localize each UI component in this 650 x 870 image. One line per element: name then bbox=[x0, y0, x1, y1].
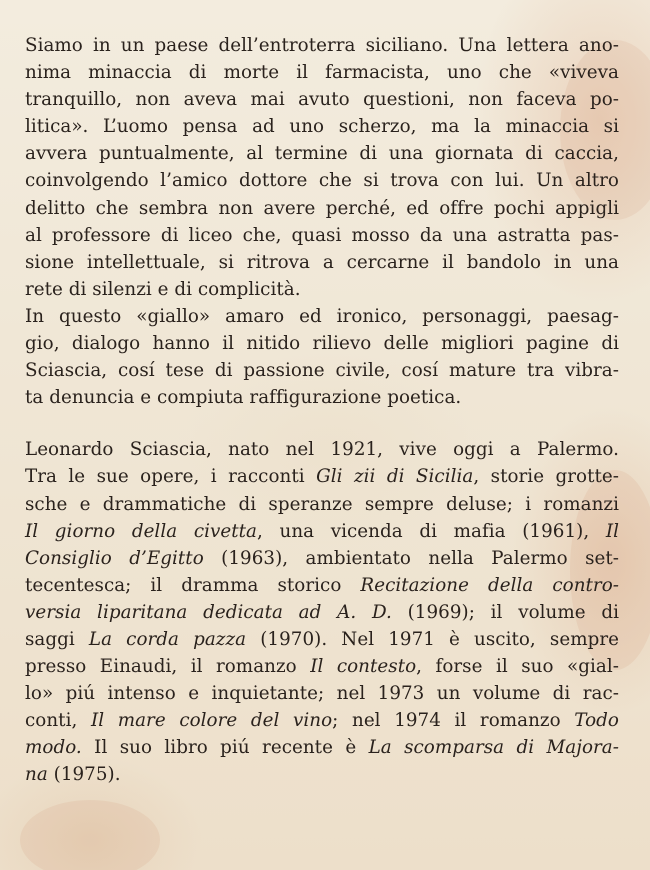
bio-line bbox=[25, 545, 619, 572]
bio-text: (1975). bbox=[47, 764, 121, 786]
text-line: gio, dialogo hanno il nitido rilievo delle migliori pagine di bbox=[25, 333, 619, 355]
bio-line bbox=[25, 436, 619, 463]
text-line: tranquillo, non aveva mai avuto questioni, non faceva po- bbox=[25, 89, 619, 111]
bio-text: , storie grotte- bbox=[473, 466, 619, 488]
book-title: Todo bbox=[574, 710, 619, 732]
book-title: modo. bbox=[25, 737, 82, 759]
book-title: Il contesto bbox=[310, 656, 417, 678]
bio-line bbox=[25, 518, 619, 545]
text-line: litica». L’uomo pensa ad uno scherzo, ma la minaccia si bbox=[25, 116, 619, 138]
text-line: sione intellettuale, si ritrova a cercarne il bandolo in una bbox=[25, 251, 619, 273]
text-line: coinvolgendo l’amico dottore che si trova con lui. Un altro bbox=[25, 170, 619, 192]
bio-text: , forse il suo «gial- bbox=[416, 656, 619, 678]
bio-text: (1969); il volume di bbox=[391, 601, 619, 623]
text-line: Sciascia, cosí tese di passione civile, cosí mature tra vibra- bbox=[25, 360, 619, 382]
text-line: avvera puntualmente, al termine di una giornata di caccia, bbox=[25, 143, 619, 165]
bio-text: sche e drammatiche di speranze sempre deluse; i romanzi bbox=[25, 493, 619, 515]
bio-text: ; nel 1974 il romanzo bbox=[332, 710, 575, 732]
bio-text: lo» piú intenso e inquietante; nel 1973 un volume di rac- bbox=[25, 683, 619, 705]
bio-text: tecentesca; il dramma storico bbox=[25, 574, 361, 596]
bio-line bbox=[25, 707, 619, 734]
bio-text: (1963), ambientato nella Palermo set- bbox=[203, 547, 620, 569]
bio-line bbox=[25, 599, 619, 626]
book-title: Il bbox=[605, 520, 619, 542]
bio-line bbox=[25, 572, 619, 599]
book-title: Il mare colore del vino bbox=[90, 710, 333, 732]
paragraph-gap bbox=[25, 411, 619, 436]
book-title: na bbox=[25, 764, 48, 786]
bio-text: presso Einaudi, il romanzo bbox=[25, 656, 311, 678]
book-title: La corda pazza bbox=[88, 628, 247, 650]
book-title: versia liparitana dedicata ad A. D. bbox=[25, 601, 392, 623]
text-line: ta denuncia e compiuta raffigurazione poetica. bbox=[25, 387, 462, 409]
text-line: nima minaccia di morte il farmacista, uno che «viveva bbox=[25, 62, 619, 84]
bio-text: conti, bbox=[25, 710, 91, 732]
bio-text: , una vicenda di mafia (1961), bbox=[257, 520, 606, 542]
bio-line bbox=[25, 463, 619, 490]
bio-line bbox=[25, 680, 619, 707]
bio-line bbox=[25, 491, 619, 518]
blurb-text bbox=[25, 32, 619, 789]
bio-text: Tra le sue opere, i racconti bbox=[25, 466, 317, 488]
bio-line bbox=[25, 626, 619, 653]
bio-text: Il suo libro piú recente è bbox=[81, 737, 369, 759]
text-line: rete di silenzi e di complicità. bbox=[25, 278, 301, 300]
text-line: delitto che sembra non avere perché, ed offre pochi appigli bbox=[25, 197, 619, 219]
paper-stain bbox=[20, 800, 160, 870]
text-line: In questo «giallo» amaro ed ironico, personaggi, paesag- bbox=[25, 305, 619, 327]
bio-text: saggi bbox=[25, 628, 89, 650]
book-title: Consiglio d’Egitto bbox=[25, 547, 204, 569]
book-title: Il giorno della civetta bbox=[25, 520, 257, 542]
text-line: al professore di liceo che, quasi mosso da una astratta pas- bbox=[25, 224, 619, 246]
bio-line bbox=[25, 761, 619, 788]
bio-text: Leonardo Sciascia, nato nel 1921, vive oggi a Palermo. bbox=[25, 439, 619, 461]
book-title: Recitazione della contro- bbox=[360, 574, 619, 596]
book-title: La scomparsa di Majora- bbox=[368, 737, 619, 759]
text-line: Siamo in un paese dell’entroterra siciliano. Una lettera ano- bbox=[25, 35, 619, 56]
bio-text: (1970). Nel 1971 è uscito, sempre bbox=[246, 628, 619, 650]
bio-line bbox=[25, 734, 619, 761]
bio-line bbox=[25, 653, 619, 680]
book-title: Gli zii di Sicilia bbox=[316, 466, 474, 488]
